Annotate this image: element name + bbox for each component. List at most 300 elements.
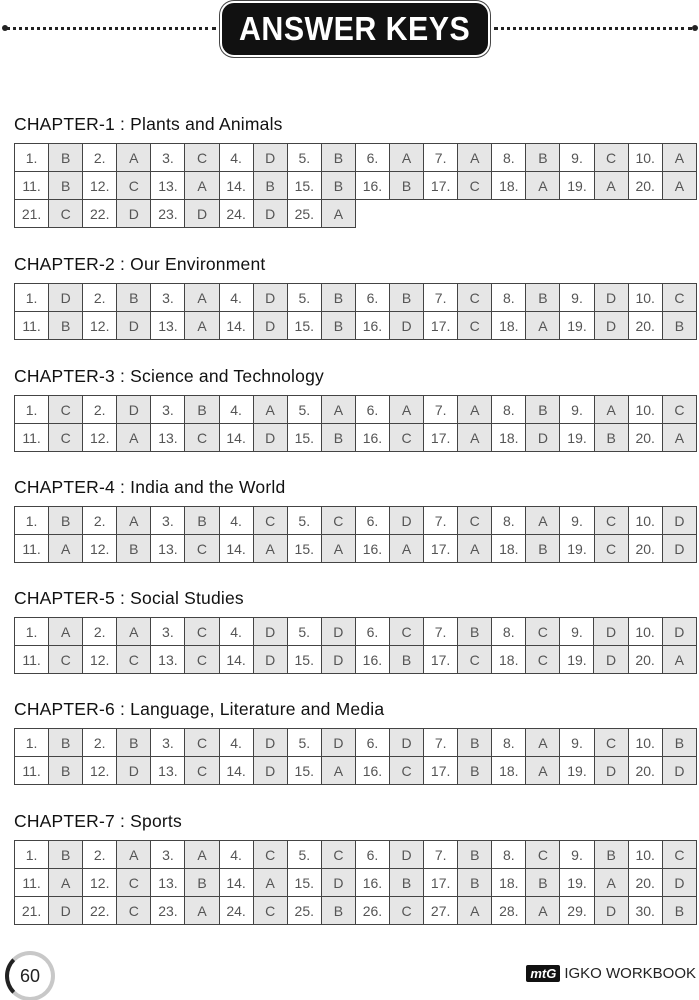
question-number: 20.	[628, 312, 662, 340]
question-number: 14.	[219, 757, 253, 785]
answer-cell: D	[185, 200, 219, 228]
question-number: 4.	[219, 396, 253, 424]
chapter-title: CHAPTER-5 : Social Studies	[14, 588, 244, 608]
answer-cell: B	[594, 841, 628, 869]
answer-cell: C	[185, 424, 219, 452]
table-row	[15, 869, 697, 897]
question-number: 6.	[355, 284, 389, 312]
question-number: 22.	[83, 897, 117, 925]
answer-cell: D	[662, 535, 696, 563]
answer-cell: A	[49, 869, 83, 897]
answer-table	[14, 395, 697, 452]
answer-cell: A	[526, 897, 560, 925]
answer-cell: A	[390, 535, 424, 563]
question-number: 1.	[15, 396, 49, 424]
answer-cell: A	[117, 507, 151, 535]
answer-cell: D	[253, 284, 287, 312]
answer-cell: C	[458, 646, 492, 674]
answer-cell: A	[662, 646, 696, 674]
question-number: 17.	[424, 869, 458, 897]
answer-cell: B	[49, 144, 83, 172]
question-number: 17.	[424, 172, 458, 200]
question-number: 4.	[219, 507, 253, 535]
question-number: 1.	[15, 618, 49, 646]
answer-cell: A	[526, 757, 560, 785]
question-number: 20.	[628, 757, 662, 785]
question-number: 18.	[492, 172, 526, 200]
mtg-logo: mtG	[526, 965, 560, 982]
answer-cell: B	[390, 284, 424, 312]
answer-cell: A	[185, 897, 219, 925]
table-row	[15, 424, 697, 452]
question-number: 1.	[15, 284, 49, 312]
answer-cell: D	[253, 729, 287, 757]
answer-cell: D	[253, 312, 287, 340]
answer-cell: C	[185, 618, 219, 646]
chapter-title: CHAPTER-3 : Science and Technology	[14, 366, 324, 386]
answer-cell: A	[185, 284, 219, 312]
question-number: 7.	[424, 144, 458, 172]
question-number: 16.	[355, 535, 389, 563]
question-number: 12.	[83, 535, 117, 563]
answer-cell: D	[321, 729, 355, 757]
question-number: 16.	[355, 869, 389, 897]
answer-cell: A	[662, 424, 696, 452]
question-number: 13.	[151, 312, 185, 340]
answer-cell: D	[662, 869, 696, 897]
chapter-title: CHAPTER-7 : Sports	[14, 811, 182, 831]
question-number: 14.	[219, 535, 253, 563]
answer-table	[14, 283, 697, 340]
answer-table	[14, 840, 697, 925]
question-number: 5.	[287, 507, 321, 535]
question-number: 10.	[628, 144, 662, 172]
question-number: 1.	[15, 729, 49, 757]
answer-cell: C	[526, 618, 560, 646]
question-number: 7.	[424, 729, 458, 757]
question-number: 9.	[560, 396, 594, 424]
question-number: 15.	[287, 312, 321, 340]
question-number: 12.	[83, 424, 117, 452]
chapter-section	[14, 113, 697, 228]
answer-cell: B	[253, 172, 287, 200]
chapter-section	[14, 253, 697, 340]
answer-cell: A	[321, 535, 355, 563]
question-number: 5.	[287, 618, 321, 646]
question-number: 3.	[151, 396, 185, 424]
answer-cell: C	[390, 757, 424, 785]
divider-dot	[692, 25, 698, 31]
table-row	[15, 897, 697, 925]
table-row	[15, 729, 697, 757]
answer-cell: D	[662, 507, 696, 535]
answer-cell: C	[594, 535, 628, 563]
chapter-title: CHAPTER-4 : India and the World	[14, 477, 286, 497]
answer-cell: B	[662, 312, 696, 340]
question-number: 20.	[628, 424, 662, 452]
answer-cell: C	[185, 757, 219, 785]
answer-cell: B	[458, 618, 492, 646]
question-number: 13.	[151, 646, 185, 674]
table-row	[15, 172, 697, 200]
question-number: 4.	[219, 729, 253, 757]
answer-cell: C	[390, 897, 424, 925]
answer-cell: B	[458, 729, 492, 757]
answer-cell: D	[594, 757, 628, 785]
chapter-section	[14, 810, 697, 925]
question-number: 12.	[83, 646, 117, 674]
question-number: 11.	[15, 646, 49, 674]
question-number: 8.	[492, 396, 526, 424]
question-number: 19.	[560, 535, 594, 563]
answer-cell: B	[458, 869, 492, 897]
question-number: 11.	[15, 535, 49, 563]
workbook-name: IGKO WORKBOOK	[564, 965, 696, 982]
answer-cell: D	[594, 312, 628, 340]
answer-cell: A	[185, 841, 219, 869]
question-number: 16.	[355, 172, 389, 200]
question-number: 19.	[560, 424, 594, 452]
question-number: 4.	[219, 144, 253, 172]
answer-cell: A	[458, 424, 492, 452]
answer-cell: B	[390, 869, 424, 897]
answer-cell: A	[458, 535, 492, 563]
answer-cell: C	[662, 396, 696, 424]
question-number: 28.	[492, 897, 526, 925]
page-title-banner	[222, 3, 488, 55]
answer-cell: A	[185, 312, 219, 340]
question-number: 11.	[15, 869, 49, 897]
answer-cell: B	[49, 507, 83, 535]
question-number: 3.	[151, 729, 185, 757]
question-number: 6.	[355, 729, 389, 757]
question-number: 12.	[83, 869, 117, 897]
answer-cell: D	[390, 841, 424, 869]
question-number: 12.	[83, 172, 117, 200]
question-number: 26.	[355, 897, 389, 925]
answer-cell: C	[662, 284, 696, 312]
question-number: 2.	[83, 618, 117, 646]
answer-cell: A	[185, 172, 219, 200]
answer-cell: A	[321, 200, 355, 228]
answer-cell: D	[594, 897, 628, 925]
question-number: 15.	[287, 535, 321, 563]
question-number: 1.	[15, 841, 49, 869]
answer-cell: C	[117, 172, 151, 200]
question-number: 19.	[560, 869, 594, 897]
table-row	[15, 312, 697, 340]
question-number: 12.	[83, 757, 117, 785]
answer-cell: A	[117, 424, 151, 452]
answer-cell: C	[185, 729, 219, 757]
table-row	[15, 507, 697, 535]
answer-cell: C	[594, 507, 628, 535]
question-number: 17.	[424, 312, 458, 340]
question-number: 9.	[560, 618, 594, 646]
answer-table	[14, 506, 697, 563]
question-number: 11.	[15, 424, 49, 452]
table-row	[15, 200, 697, 228]
answer-cell: C	[185, 646, 219, 674]
question-number: 5.	[287, 729, 321, 757]
question-number: 11.	[15, 172, 49, 200]
question-number: 19.	[560, 312, 594, 340]
question-number: 15.	[287, 646, 321, 674]
answer-cell: D	[117, 312, 151, 340]
question-number: 16.	[355, 424, 389, 452]
answer-cell: B	[321, 897, 355, 925]
answer-cell: B	[458, 841, 492, 869]
chapter-title: CHAPTER-1 : Plants and Animals	[14, 114, 283, 134]
answer-table	[14, 617, 697, 674]
question-number: 4.	[219, 618, 253, 646]
answer-cell: C	[526, 646, 560, 674]
page-number: 60	[19, 965, 41, 986]
question-number: 7.	[424, 507, 458, 535]
answer-cell: B	[49, 312, 83, 340]
answer-cell: B	[390, 172, 424, 200]
answer-cell: A	[321, 396, 355, 424]
question-number: 11.	[15, 312, 49, 340]
question-number: 13.	[151, 757, 185, 785]
question-number: 2.	[83, 729, 117, 757]
answer-cell: C	[321, 841, 355, 869]
answer-cell: A	[458, 396, 492, 424]
question-number: 8.	[492, 284, 526, 312]
question-number: 14.	[219, 312, 253, 340]
answer-cell: B	[458, 757, 492, 785]
answer-cell: A	[594, 869, 628, 897]
answer-cell: A	[458, 144, 492, 172]
question-number: 2.	[83, 396, 117, 424]
question-number: 10.	[628, 618, 662, 646]
answer-cell: B	[321, 312, 355, 340]
question-number: 18.	[492, 757, 526, 785]
question-number: 9.	[560, 841, 594, 869]
question-number: 17.	[424, 757, 458, 785]
answer-cell: D	[594, 284, 628, 312]
answer-cell: B	[321, 284, 355, 312]
answer-cell: A	[117, 841, 151, 869]
answer-cell: D	[253, 424, 287, 452]
answer-cell: D	[253, 200, 287, 228]
question-number: 7.	[424, 618, 458, 646]
question-number: 13.	[151, 535, 185, 563]
answer-cell: C	[49, 396, 83, 424]
question-number: 8.	[492, 618, 526, 646]
answer-cell: B	[49, 757, 83, 785]
answer-cell: B	[117, 729, 151, 757]
answer-cell: A	[253, 535, 287, 563]
question-number: 19.	[560, 172, 594, 200]
question-number: 17.	[424, 646, 458, 674]
answer-cell: D	[321, 646, 355, 674]
answer-cell: C	[526, 841, 560, 869]
question-number: 2.	[83, 144, 117, 172]
question-number: 10.	[628, 841, 662, 869]
answer-cell: C	[458, 172, 492, 200]
question-number: 20.	[628, 535, 662, 563]
question-number: 25.	[287, 897, 321, 925]
answer-cell: C	[117, 646, 151, 674]
chapter-section	[14, 365, 697, 452]
answer-cell: C	[253, 897, 287, 925]
answer-cell: D	[253, 646, 287, 674]
question-number: 13.	[151, 172, 185, 200]
question-number: 10.	[628, 396, 662, 424]
question-number: 3.	[151, 841, 185, 869]
question-number: 17.	[424, 424, 458, 452]
answer-cell: C	[49, 646, 83, 674]
question-number: 5.	[287, 841, 321, 869]
answer-cell: D	[662, 757, 696, 785]
answer-cell: A	[594, 172, 628, 200]
answer-cell: C	[117, 897, 151, 925]
answer-cell: B	[185, 396, 219, 424]
question-number: 13.	[151, 424, 185, 452]
question-number: 16.	[355, 646, 389, 674]
question-number: 3.	[151, 507, 185, 535]
answer-cell: D	[117, 396, 151, 424]
question-number: 3.	[151, 284, 185, 312]
answer-cell: A	[117, 144, 151, 172]
question-number: 8.	[492, 841, 526, 869]
question-number: 25.	[287, 200, 321, 228]
answer-cell: D	[594, 618, 628, 646]
answer-cell: A	[253, 869, 287, 897]
question-number: 6.	[355, 507, 389, 535]
question-number: 14.	[219, 646, 253, 674]
answer-cell: B	[321, 144, 355, 172]
answer-cell: C	[458, 312, 492, 340]
answer-cell: D	[662, 618, 696, 646]
answer-cell: B	[49, 172, 83, 200]
answer-cell: B	[662, 897, 696, 925]
question-number: 8.	[492, 507, 526, 535]
question-number: 18.	[492, 424, 526, 452]
table-row	[15, 841, 697, 869]
answer-cell: A	[49, 618, 83, 646]
question-number: 3.	[151, 618, 185, 646]
answer-cell: A	[594, 396, 628, 424]
answer-cell: A	[49, 535, 83, 563]
answer-table	[14, 728, 697, 785]
question-number: 15.	[287, 172, 321, 200]
question-number: 27.	[424, 897, 458, 925]
question-number: 6.	[355, 144, 389, 172]
answer-cell: B	[49, 729, 83, 757]
answer-cell: C	[389, 618, 423, 646]
answer-cell: B	[185, 869, 219, 897]
question-number: 14.	[219, 172, 253, 200]
chapter-title: CHAPTER-6 : Language, Literature and Media	[14, 699, 385, 719]
question-number: 21.	[15, 897, 49, 925]
table-row	[15, 646, 697, 674]
question-number: 6.	[355, 841, 389, 869]
question-number: 22.	[83, 200, 117, 228]
answer-cell: D	[49, 284, 83, 312]
answer-cell: D	[321, 618, 355, 646]
question-number: 16.	[355, 312, 389, 340]
answer-cell: A	[117, 618, 151, 646]
question-number: 18.	[492, 312, 526, 340]
question-number: 5.	[287, 144, 321, 172]
question-number: 7.	[424, 396, 458, 424]
question-number: 8.	[492, 729, 526, 757]
question-number: 18.	[492, 869, 526, 897]
answer-cell: D	[390, 312, 424, 340]
question-number: 1.	[15, 507, 49, 535]
answer-cell: B	[49, 841, 83, 869]
question-number: 10.	[628, 507, 662, 535]
table-row	[15, 396, 697, 424]
answer-cell: D	[526, 424, 560, 452]
question-number: 21.	[15, 200, 49, 228]
answer-cell: C	[117, 869, 151, 897]
answer-cell: A	[390, 396, 424, 424]
question-number: 8.	[492, 144, 526, 172]
answer-cell: A	[253, 396, 287, 424]
table-row	[15, 535, 697, 563]
answer-cell: C	[458, 284, 492, 312]
question-number: 2.	[83, 841, 117, 869]
answer-cell: B	[185, 507, 219, 535]
question-number: 19.	[560, 646, 594, 674]
answer-cell: C	[594, 144, 628, 172]
question-number: 18.	[492, 646, 526, 674]
question-number: 16.	[355, 757, 389, 785]
answer-cell: A	[390, 144, 424, 172]
question-number: 7.	[424, 841, 458, 869]
question-number: 2.	[83, 284, 117, 312]
question-number: 15.	[287, 424, 321, 452]
chapter-section	[14, 698, 697, 785]
answer-cell: B	[526, 535, 560, 563]
question-number: 4.	[219, 284, 253, 312]
answer-cell: D	[117, 200, 151, 228]
answer-cell: C	[49, 424, 83, 452]
question-number: 23.	[151, 200, 185, 228]
answer-cell: B	[526, 284, 560, 312]
answer-cell: B	[117, 284, 151, 312]
answer-cell: D	[253, 144, 287, 172]
question-number: 9.	[560, 284, 594, 312]
question-number: 23.	[151, 897, 185, 925]
question-number: 19.	[560, 757, 594, 785]
question-number: 6.	[355, 396, 389, 424]
answer-cell: A	[662, 144, 696, 172]
dotted-divider-left	[6, 27, 216, 30]
chapter-section	[14, 476, 697, 563]
answer-cell: A	[526, 172, 560, 200]
answer-cell: C	[185, 144, 219, 172]
question-number: 5.	[287, 396, 321, 424]
question-number: 18.	[492, 535, 526, 563]
table-row	[15, 284, 697, 312]
answer-cell: C	[253, 507, 287, 535]
answer-cell: D	[253, 757, 287, 785]
answer-cell: B	[321, 424, 355, 452]
question-number: 7.	[424, 284, 458, 312]
question-number: 9.	[560, 144, 594, 172]
question-number: 3.	[151, 144, 185, 172]
answer-cell: D	[253, 618, 287, 646]
page-title: ANSWER KEYS	[239, 10, 471, 47]
table-row	[15, 757, 697, 785]
answer-cell: D	[321, 869, 355, 897]
question-number: 5.	[287, 284, 321, 312]
answer-cell: C	[49, 200, 83, 228]
